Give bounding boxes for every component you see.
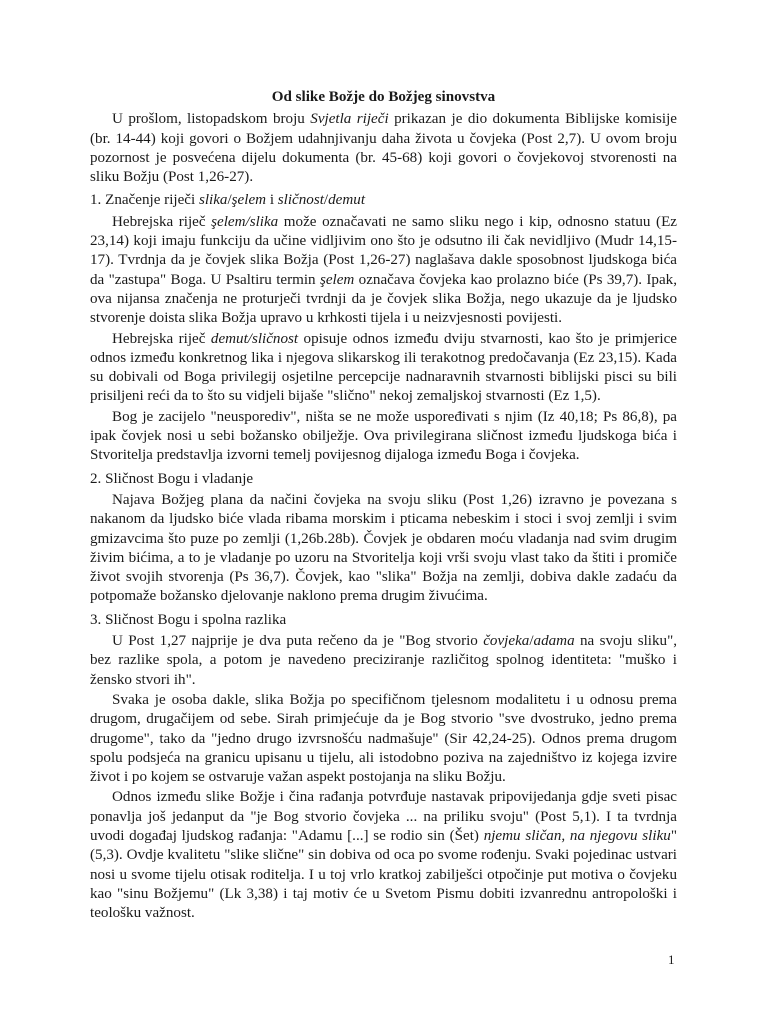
section-1-heading: 1. Značenje riječi slika/şelem i sličnost/demut bbox=[90, 192, 366, 209]
italic-term: şelem/slika bbox=[211, 213, 279, 230]
document-title: Od slike Božje do Božjeg sinovstva bbox=[271, 89, 496, 105]
section-2-heading: 2. Sličnost Bogu i vladanje bbox=[90, 470, 254, 487]
section-1-paragraph-3: Bog je zacijelo "neusporediv", ništa se ne može uspoređivati s njim (Iz 40,18; Ps 86,8), pa ipak čovjek nosi u sebi božansko obilježje. Ova privilegirana sličnost između ljudskoga bića i Stvoritelja predstavlja izvorni temelj povijesnog dijaloga između Boga i čovjeka. bbox=[90, 408, 677, 464]
section-1-paragraph-1: Hebrejska riječ şelem/slika može označavati ne samo sliku nego i kip, odnosno statuu (Ez 23,14) koji imaju funkciju da učine vidljivim ono što je odsutno ili čak nevidljivo (Mudr 14,15-17). Tvrdnja da je čovjek slika Božja (Post 1,26-27) naglašava dakle sposobnost ljudskoga bića da "zastupa" Boga. U Psaltiru termin şelem označava čovjeka kao prolazno biće (Ps 39,7). Ipak, ova nijansa značenja ne proturječi tvrdnji da je čovjek slika Božja, nego ukazuje da je ljudsko stvorenje doista slika Božja upravo u krhkosti tijela i u neizvjesnosti povijesti. bbox=[90, 213, 677, 327]
italic-term: Svjetla riječi bbox=[310, 111, 389, 128]
italic-term: čovjeka bbox=[483, 633, 530, 650]
italic-term: şelem bbox=[231, 192, 267, 209]
section-1-paragraph-2: Hebrejska riječ demut/sličnost opisuje odnos između dviju stvarnosti, kao što je primjerice odnos između konkretnog lika i njegova slikarskog ili terakotnog predočavanja (Ez 23,15). Kada su dobivali od Boga privilegij osjetilne percepcije nadnaravnih stvarnosti biblijski pisci su bili prisiljeni reći da to što su vidjeli bijaše "slično" nekoj zemaljskoj stvarnosti (Ez 1,5). bbox=[90, 330, 677, 405]
section-3-paragraph-1: U Post 1,27 najprije je dva puta rečeno da je "Bog stvorio čovjeka/adama na svoju sliku", bez razlike spola, a potom je navedeno preciziranje različitog spolnog identiteta: "muško i žensko stvori ih". bbox=[90, 633, 677, 688]
section-3-paragraph-2: Svaka je osoba dakle, slika Božja po specifičnom tjelesnom modalitetu i u odnosu prema drugom, drugačijem od sebe. Sirah primjećuje da je Bog stvorio "sve dvostruko, jedno prema drugome", tako da "jedno drugo izvrsnošću nadmašuje" (Sir 42,24-25). Odnos prema drugom spolu podsjeća na granicu upisanu u tijelu, ali istodobno poziva na zajedništvo iz kojega izvire život i po kojem se ostvaruje važan aspekt postojanja na sliku Božju. bbox=[90, 691, 677, 786]
section-3-paragraph-3: Odnos između slike Božje i čina rađanja potvrđuje nastavak pripovijedanja gdje sveti pisac ponavlja još jedanput da "je Bog stvorio čovjeka ... na priliku svoju" (Post 5,1). I ta tvrdnja uvodi događaj ljudskog rađanja: "Adamu [...] se rodio sin (Šet) njemu sličan, na njegovu sliku" (5,3). Ovdje kvalitetu "slike slične" sin dobiva od oca po svome rođenju. Svaki pojedinac ustvari nosi u svome tijelu otisak roditelja. I u toj vrlo kratkoj zabilješci otpočinje put motiva o čovjeku kao "sinu Božjemu" (Lk 3,38) i taj motiv će u Svetom Pismu dobiti izvanrednu antropološki i teološku važnost. bbox=[90, 789, 677, 922]
page-number: 1 bbox=[668, 952, 675, 967]
italic-term: slika bbox=[198, 192, 228, 209]
italic-term: adama bbox=[533, 633, 575, 650]
section-2-paragraph-1: Najava Božjeg plana da načini čovjeka na svoju sliku (Post 1,26) izravno je povezana s nakanom da ljudsko biće vlada ribama morskim i pticama nebeskim i stoci i svoj zemlji i svim gmizavcima što puze po zemlji (1,26b.28b). Čovjek je obdaren moću vladanja nad svim drugim živim bićima, a to je vladanje po uzoru na Stvoritelja koji vrši svoju vlast tako da štiti i promiče život svojih stvorenja (Ps 36,7). Čovjek, kao "slika" Božja na zemlji, dobiva dakle zadaću da potpomaže božansko djelovanje naklono prema drugim živućima. bbox=[90, 491, 677, 605]
intro-paragraph: U prošlom, listopadskom broju Svjetla riječi prikazan je dio dokumenta Biblijske komisije (br. 14-44) koji govori o Božjem udahnjivanju daha života u čovjeka (Post 2,7). U ovom broju pozornost je posvećena dijelu dokumenta (br. 45-68) koji govori o čovjekovoj stvorenosti na sliku Božju (Post 1,26-27). bbox=[90, 111, 678, 186]
italic-term: şelem bbox=[319, 271, 355, 288]
italic-term: njemu sličan, na njegovu sliku bbox=[483, 827, 671, 844]
italic-term: demut/sličnost bbox=[210, 330, 299, 347]
section-3-heading: 3. Sličnost Bogu i spolna razlika bbox=[90, 611, 287, 628]
italic-term: demut bbox=[328, 192, 366, 209]
document-page bbox=[90, 88, 677, 923]
italic-term: sličnost bbox=[277, 192, 324, 209]
